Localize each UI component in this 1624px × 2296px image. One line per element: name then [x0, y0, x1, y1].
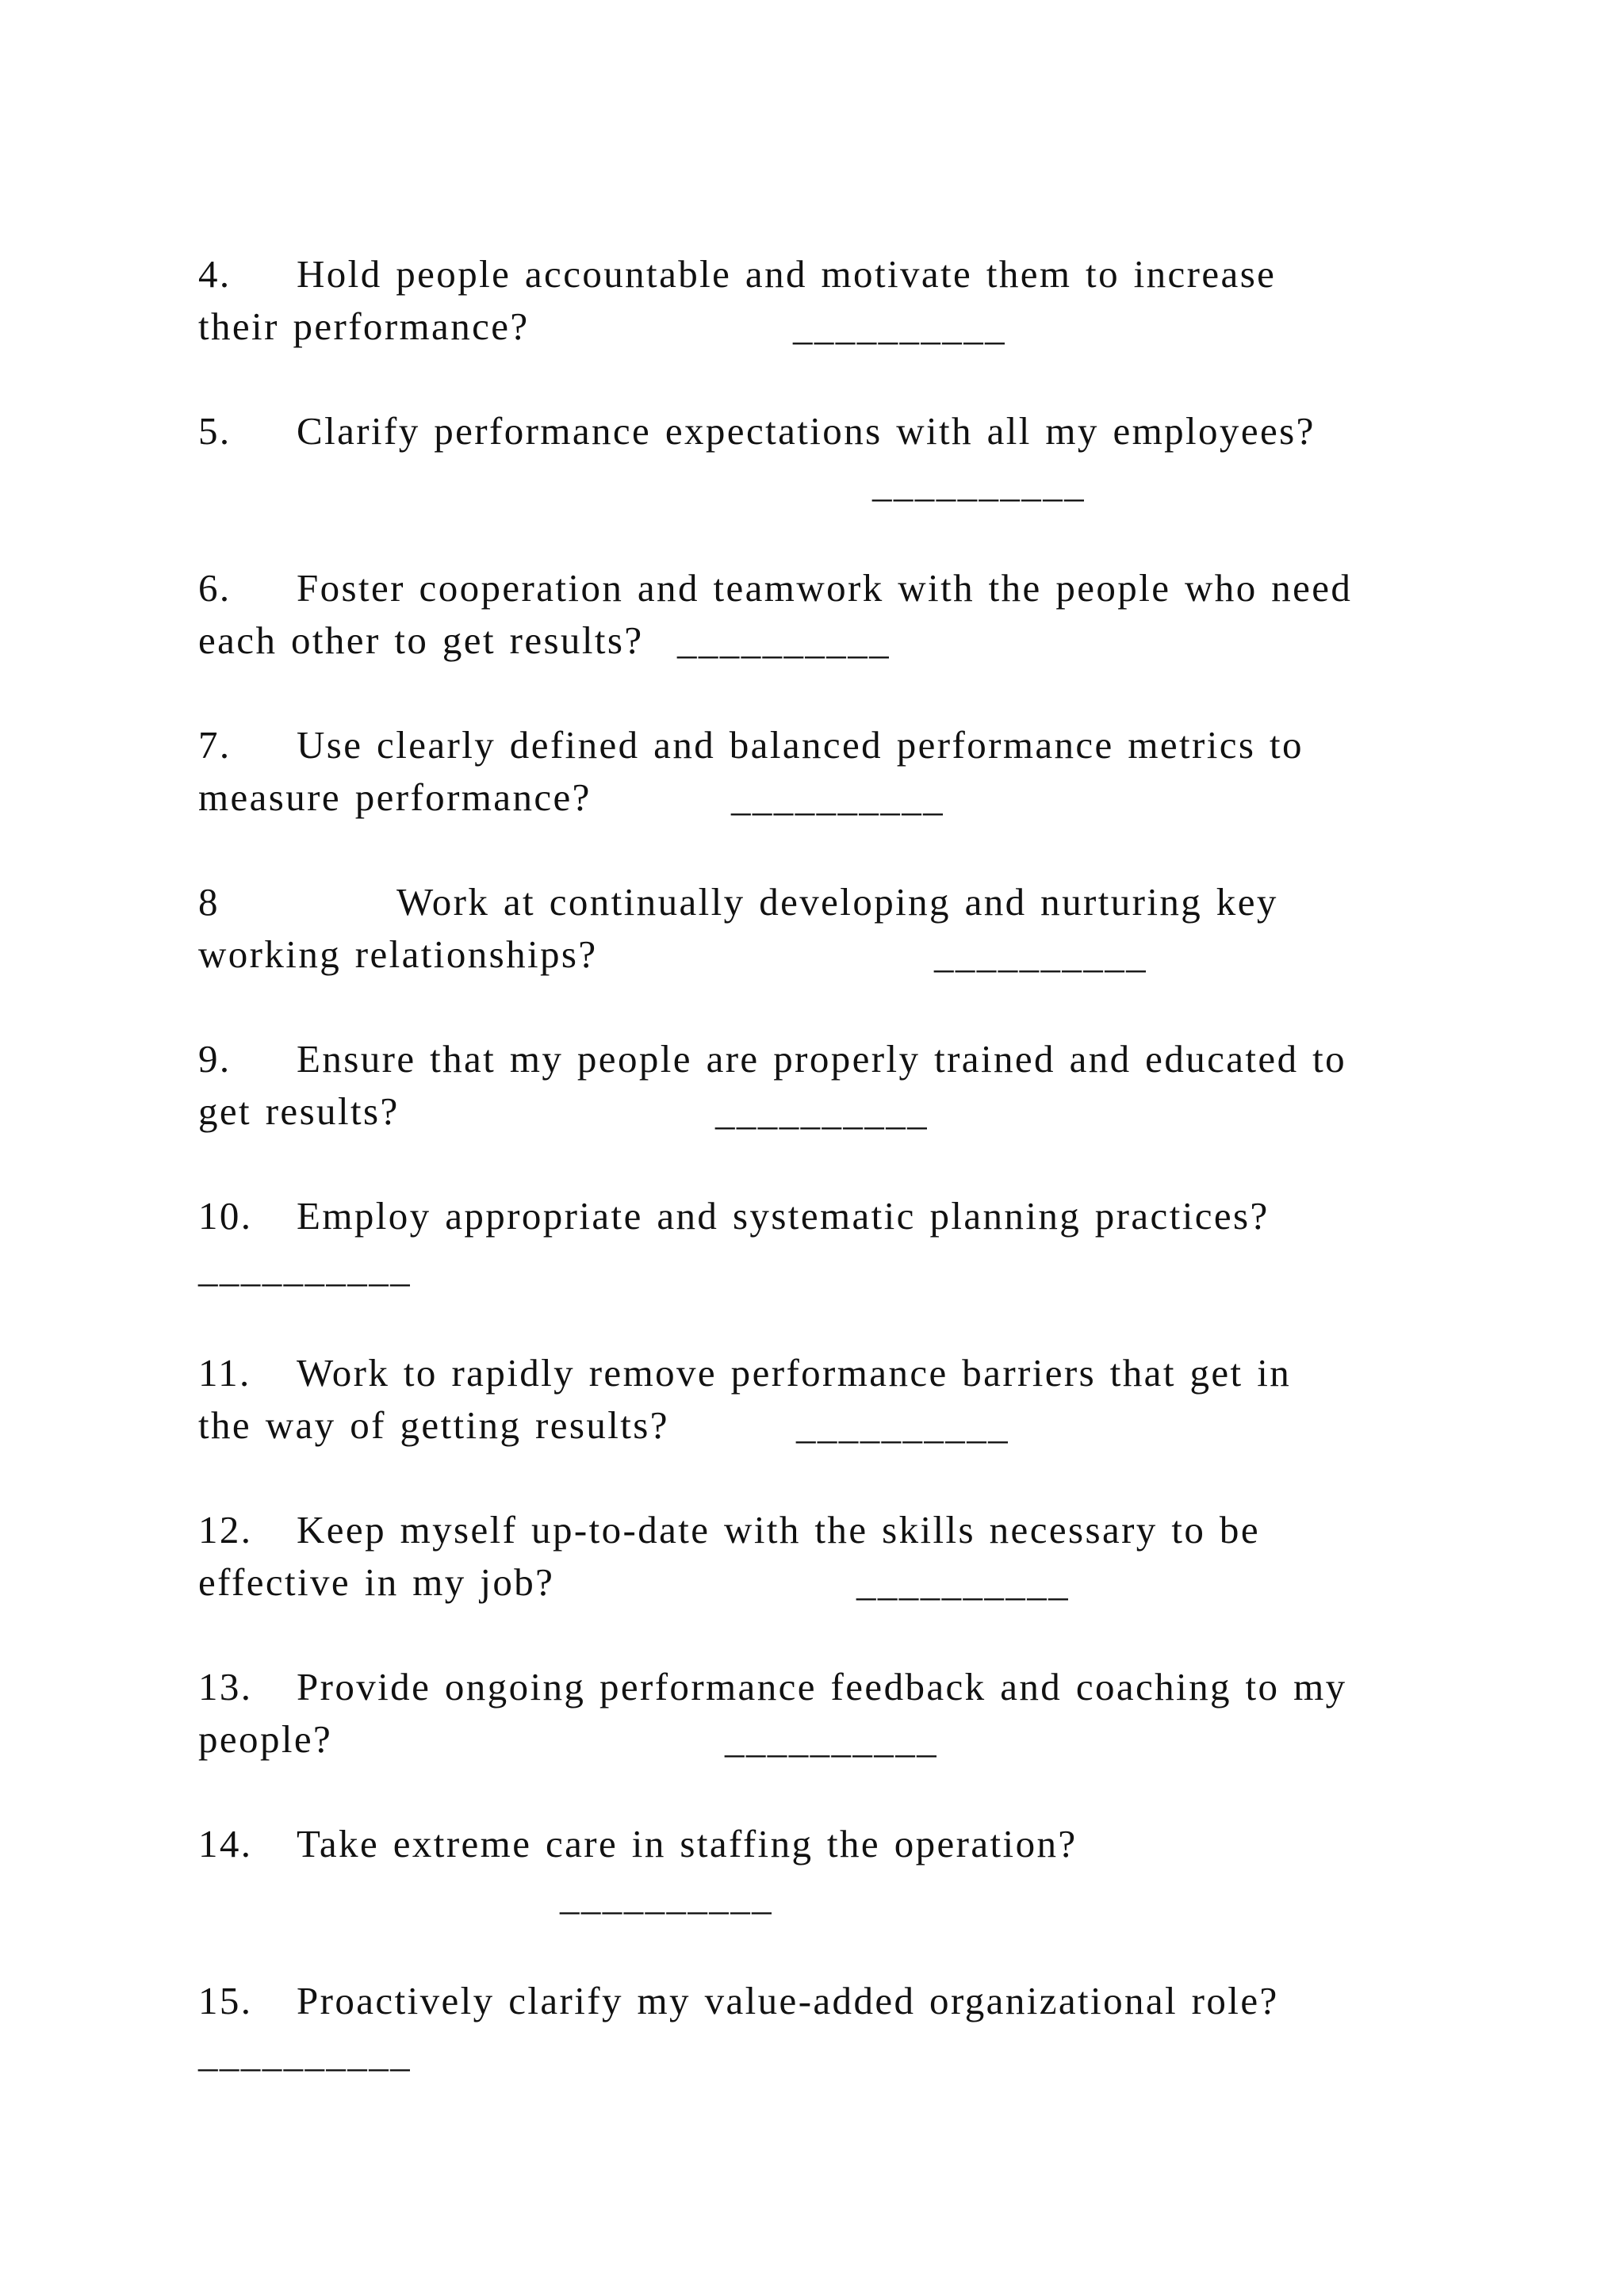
question-text-line2: each other to get results?	[198, 618, 644, 662]
question-text-line2: their performance?	[198, 304, 530, 348]
question-number: 13.	[198, 1665, 253, 1709]
question-text-line1: Clarify performance expectations with all my employees?	[297, 409, 1316, 453]
question-text-line1: Employ appropriate and systematic planning practices?	[297, 1194, 1270, 1238]
answer-blank[interactable]: __________	[715, 1089, 929, 1133]
question-text-line1: Ensure that my people are properly trained and educated to	[297, 1037, 1347, 1081]
question-number: 11.	[198, 1351, 251, 1395]
answer-blank[interactable]: __________	[793, 304, 1006, 348]
question-text-line1: Provide ongoing performance feedback and coaching to my	[297, 1665, 1347, 1709]
question-number: 15.	[198, 1979, 253, 2022]
question-number: 14.	[198, 1822, 253, 1866]
question-text-line1: Proactively clarify my value-added organizational role?	[297, 1979, 1279, 2022]
question-text-line2: people?	[198, 1717, 333, 1761]
question-number: 8	[198, 880, 220, 924]
answer-blank[interactable]: __________	[560, 1874, 773, 1918]
question-text-line1: Keep myself up-to-date with the skills necessary to be	[297, 1508, 1260, 1552]
question-number: 5.	[198, 409, 232, 453]
answer-blank[interactable]: __________	[677, 618, 891, 662]
question-number: 9.	[198, 1037, 232, 1081]
answer-blank[interactable]: __________	[198, 2031, 412, 2075]
answer-blank[interactable]: __________	[725, 1717, 938, 1761]
question-text-line1: Foster cooperation and teamwork with the people who need	[297, 566, 1353, 610]
question-text-line2: the way of getting results?	[198, 1403, 669, 1447]
answer-blank[interactable]: __________	[796, 1403, 1009, 1447]
answer-blank[interactable]: __________	[731, 775, 944, 819]
question-text-line2: get results?	[198, 1089, 400, 1133]
answer-blank[interactable]: __________	[856, 1560, 1070, 1604]
question-text-line2: working relationships?	[198, 932, 598, 976]
question-number: 6.	[198, 566, 232, 610]
question-number: 12.	[198, 1508, 253, 1552]
question-text-line2: effective in my job?	[198, 1560, 555, 1604]
question-number: 10.	[198, 1194, 253, 1238]
answer-blank[interactable]: __________	[934, 932, 1147, 976]
question-text-line1: Hold people accountable and motivate them to increase	[297, 252, 1277, 296]
question-number: 7.	[198, 723, 232, 767]
question-number: 4.	[198, 252, 232, 296]
question-text-line1: Work to rapidly remove performance barriers that get in	[297, 1351, 1292, 1395]
question-text-line2: measure performance?	[198, 775, 592, 819]
question-text-line1: Take extreme care in staffing the operation?	[297, 1822, 1078, 1866]
question-text-line1: Use clearly defined and balanced performance metrics to	[297, 723, 1304, 767]
answer-blank[interactable]: __________	[872, 461, 1086, 505]
question-text-line1: Work at continually developing and nurturing key	[396, 880, 1278, 924]
answer-blank[interactable]: __________	[198, 1246, 412, 1290]
